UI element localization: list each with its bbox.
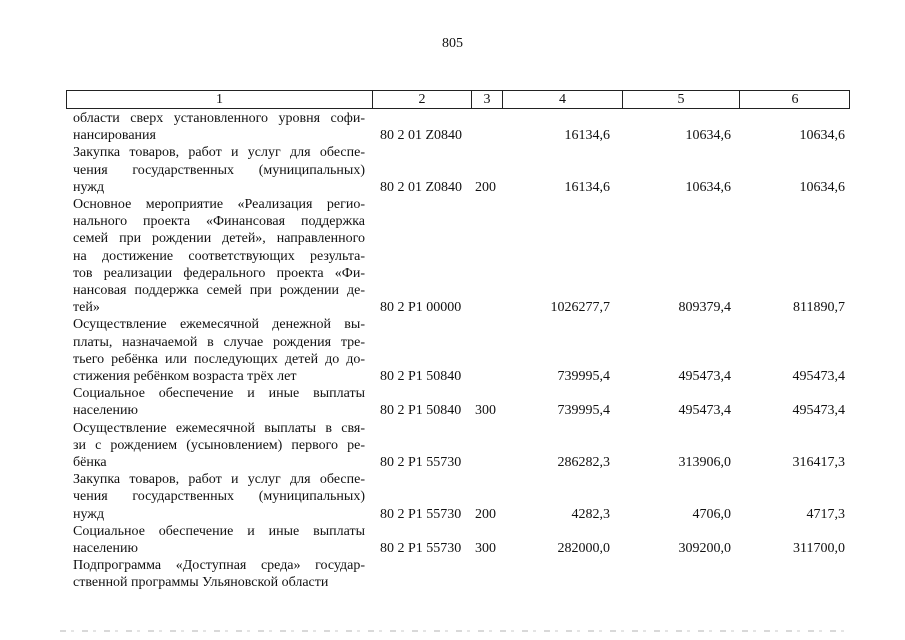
description-line: Социальное обеспечение и иные выплаты <box>73 386 365 402</box>
amount-col-4: 286282,3 <box>557 454 610 470</box>
description-line: на достижение соответствующих результа- <box>73 248 365 264</box>
target-code: 80 2 P1 50840 <box>380 368 462 384</box>
header-col-1: 1 <box>216 92 223 107</box>
description-line: тей» <box>73 300 100 316</box>
table-header <box>66 90 850 109</box>
description-line: нального проекта «Финансовая поддержка <box>73 214 365 230</box>
amount-col-6: 10634,6 <box>799 128 845 144</box>
description-line: населению <box>73 403 138 419</box>
expense-type: 300 <box>475 540 496 556</box>
amount-col-4: 282000,0 <box>557 540 610 556</box>
row-description <box>73 196 365 316</box>
description-line: Основное мероприятие «Реализация регио- <box>73 197 365 212</box>
description-line: нансовая поддержка семей при рождении де- <box>73 283 365 299</box>
amount-col-6: 811890,7 <box>793 300 845 316</box>
header-col-3: 3 <box>471 91 502 108</box>
description-line: семей при рождении детей», направленного <box>73 231 365 247</box>
row-description <box>73 557 365 591</box>
row-description <box>73 471 365 523</box>
row-description <box>73 523 365 557</box>
amount-col-5: 4706,0 <box>692 506 731 522</box>
expense-type: 300 <box>475 403 496 419</box>
target-code: 80 2 01 Z0840 <box>380 128 463 144</box>
amount-col-4: 739995,4 <box>557 403 610 419</box>
amount-col-5: 10634,6 <box>685 128 731 144</box>
description-line: нужд <box>73 506 105 522</box>
description-line: Осуществление ежемесячной выплаты в свя- <box>73 420 365 436</box>
scan-artifact <box>60 630 850 632</box>
header-col-2: 2 <box>372 91 471 108</box>
description-line: зи с рождением (усыновлением) первого ре- <box>73 437 365 453</box>
description-line: тьего ребёнка или последующих детей до до- <box>73 351 365 367</box>
row-description <box>73 316 365 385</box>
description-line: бёнка <box>73 455 107 470</box>
amount-col-5: 495473,4 <box>678 403 731 419</box>
amount-col-6: 495473,4 <box>792 368 845 384</box>
target-code: 80 2 P1 55730 <box>380 454 462 470</box>
target-code: 80 2 P1 50840 <box>380 403 462 419</box>
target-code: 80 2 01 Z0840 <box>380 179 463 195</box>
amount-col-6: 311700,0 <box>793 540 845 556</box>
target-code: 80 2 P1 00000 <box>380 300 462 316</box>
description-line: Закупка товаров, работ и услуг для обеспе- <box>73 472 365 488</box>
description-line: населению <box>73 541 138 556</box>
description-line: стижения ребёнком возраста трёх лет <box>73 369 297 384</box>
description-line: области сверх установленного уровня софи- <box>73 111 365 126</box>
description-line: чения государственных (муниципальных) <box>73 489 365 505</box>
description-line: ственной программы Ульяновской области <box>73 575 329 591</box>
header-col-4: 4 <box>502 91 622 108</box>
amount-col-4: 16134,6 <box>564 179 610 195</box>
description-line: Подпрограмма «Доступная среда» государ- <box>73 558 365 574</box>
amount-col-5: 495473,4 <box>678 368 731 384</box>
page-number: 805 <box>442 36 463 51</box>
target-code: 80 2 P1 55730 <box>380 540 462 556</box>
expense-type: 200 <box>475 179 496 195</box>
row-description <box>73 110 365 144</box>
description-line: нужд <box>73 179 105 195</box>
amount-col-5: 809379,4 <box>678 300 731 316</box>
description-line: Закупка товаров, работ и услуг для обеспе- <box>73 145 365 161</box>
header-col-5: 5 <box>622 91 739 108</box>
amount-col-6: 316417,3 <box>792 454 845 470</box>
amount-col-5: 10634,6 <box>685 179 731 195</box>
description-line: чения государственных (муниципальных) <box>73 162 365 178</box>
description-line: нансирования <box>73 128 156 144</box>
row-description <box>73 144 365 196</box>
amount-col-4: 4282,3 <box>571 506 610 522</box>
amount-col-4: 739995,4 <box>557 368 610 384</box>
expense-type: 200 <box>475 506 496 522</box>
amount-col-6: 10634,6 <box>799 179 845 195</box>
target-code: 80 2 P1 55730 <box>380 506 462 522</box>
amount-col-6: 4717,3 <box>806 506 845 522</box>
row-description <box>73 385 365 419</box>
amount-col-6: 495473,4 <box>792 403 845 419</box>
description-line: Осуществление ежемесячной денежной вы- <box>73 317 365 333</box>
description-line: Социальное обеспечение и иные выплаты <box>73 523 365 539</box>
description-line: тов реализации федерального проекта «Фи- <box>73 265 365 281</box>
amount-col-4: 16134,6 <box>564 128 610 144</box>
amount-col-5: 313906,0 <box>678 454 731 470</box>
header-col-6: 6 <box>739 91 850 108</box>
row-description <box>73 420 365 472</box>
amount-col-5: 309200,0 <box>678 540 731 556</box>
amount-col-4: 1026277,7 <box>550 300 610 316</box>
description-line: платы, назначаемой в случае рождения тре- <box>73 334 365 350</box>
